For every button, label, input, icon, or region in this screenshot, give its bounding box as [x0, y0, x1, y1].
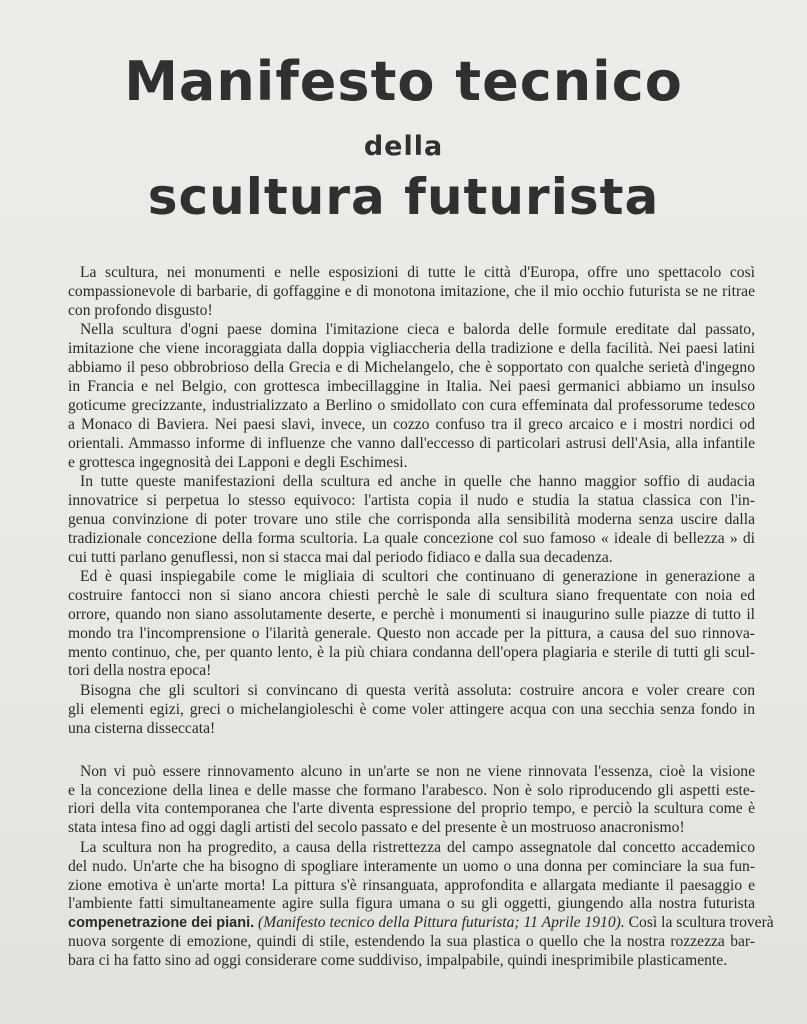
text-line: costruire fantocci non si siano ancora chiesti perchè le sale di scultura siano frequentate con noia ed — [68, 586, 755, 604]
paragraph — [68, 568, 755, 681]
text-line: goticume grecizzante, industrializzato a Berlino o smidollato con cura effeminata dal professorume tedesco — [68, 396, 755, 414]
title-line-3: scultura futurista — [147, 168, 660, 226]
text-line: riori della vita contemporanea che l'arte diventa espressione del proprio tempo, e perciò la scultura come è — [68, 800, 755, 818]
text-line: gli elementi egizi, greci o michelangioleschi è come voler attingere acqua con una secchia senza fondo in — [68, 700, 755, 718]
text-line: zione emotiva è un'arte morta! La pittura s'è rinsanguata, approfondita e allargata mediante il paesaggio e — [68, 876, 755, 894]
title-line-2: della — [363, 131, 444, 162]
paragraph — [68, 838, 774, 971]
text-line: stata intesa fino ad oggi dagli artisti del secolo passato e del presente è un mostruoso anacronismo! — [68, 819, 685, 837]
text-line: con profondo disgusto! — [68, 301, 213, 319]
body-section-2 — [68, 762, 774, 971]
text-line: compassionevole di barbarie, di goffaggine e di monotona imitazione, che il mio occhio futurista se ne ritrae — [68, 282, 755, 300]
text-line: tori della nostra epoca! — [68, 662, 212, 680]
text-line: bara ci ha fatto sino ad oggi considerare come suddiviso, impalpabile, quindi inesprimibile plasticamente. — [68, 952, 728, 970]
text-line: Bisogna che gli scultori si convincano di questa verità assoluta: costruire ancora e voler creare con — [80, 681, 755, 699]
text-line: del nudo. Un'arte che ha bisogno di spogliare interamente un uomo o una donna per cominciare la sua fun- — [68, 857, 755, 875]
text-line: Non vi può essere rinnovamento alcuno in un'arte se non ne viene rinnovata l'essenza, cioè la visione — [80, 762, 755, 780]
text-line: nuova sorgente di emozione, quindi di stile, estendendo la sua plastica o quello che la nostra rozzezza bar- — [68, 933, 755, 951]
text-line: l'ambiente fatti simultaneamente agire sulla figura umana o su gli oggetti, giungendo alla nostra futurista — [68, 895, 755, 913]
paragraph — [68, 321, 755, 472]
text-segment: Così la scultura troverà — [624, 914, 774, 932]
text-line: genua convinzione di poter trovare uno stile che corrisponda alla sensibilità moderna senza uscire dalla — [68, 510, 755, 528]
text-line: a Monaco di Baviera. Nei paesi slavi, invece, un cozzo confuso tra il greco arcaico e i mostri nordici od — [68, 415, 755, 433]
paragraph — [68, 763, 755, 839]
paragraph — [68, 682, 755, 739]
text-line: orientali. Ammasso informe di influenze che vanno dall'eccesso di particolari astrusi dell'Asia, alla infantile — [68, 434, 755, 452]
text-line: imitazione che viene incoraggiata dalla doppia vigliaccheria della tradizione e della facilità. Nei paesi latini — [68, 340, 755, 358]
text-line: Nella scultura d'ogni paese domina l'imitazione cieca e balorda delle formule ereditate dal passato, — [80, 321, 755, 339]
text-line: tradizionale concezione della forma scultoria. La quale concezione col suo famoso « ideale di bellezza » di — [68, 529, 755, 547]
text-line: in Francia e nel Belgio, con grottesca imbecillaggine in Italia. Nei paesi germanici abbiamo un insulso — [68, 377, 755, 395]
text-line: Ed è quasi inspiegabile come le migliaia di scultori che continuano di generazione in generazione a — [80, 568, 755, 586]
text-line: orrore, quando non siano assolutamente deserte, e perchè i monumenti si inaugurino sulle piazze di tutto il — [68, 605, 755, 623]
paragraph — [68, 264, 755, 321]
text-line: mento continuo, che, per quanto lento, è la più chiara condanna dell'opera plagiaria e sterile di tutti gli scul- — [68, 643, 755, 661]
body-section-1 — [68, 264, 755, 739]
italic-citation: (Manifesto tecnico della Pittura futurista; 11 Aprile 1910). — [254, 914, 625, 932]
text-line — [68, 914, 774, 933]
bold-text: compenetrazione dei piani. — [68, 915, 255, 932]
text-line: La scultura non ha progredito, a causa della ristrettezza del campo assegnatole dal concetto accademico — [80, 838, 755, 856]
text-line: e grottesca ingegnosità dei Lapponi e degli Eschimesi. — [68, 453, 408, 471]
title-line-1: Manifesto tecnico — [124, 50, 683, 113]
body-text — [68, 264, 774, 972]
text-line: In tutte queste manifestazioni della scultura ed anche in quelle che hanno maggior soffio di audacia — [80, 472, 755, 490]
paragraph — [68, 473, 755, 567]
text-line: innovatrice si perpetua lo stesso equivoco: l'artista copia il nudo e studia la statua classica con l'in- — [68, 491, 755, 509]
text-line: e la concezione della linea e delle masse che formano l'arabesco. Non è solo riproducendo gli aspetti este- — [68, 781, 755, 799]
text-line: abbiamo il peso obbrobrioso della Grecia e di Michelangelo, che è sopportato con qualche serietà d'ingegno — [68, 359, 755, 377]
text-line: La scultura, nei monumenti e nelle esposizioni di tutte le città d'Europa, offre uno spettacolo così — [80, 264, 755, 281]
text-line: cui tutti parlano genuflessi, non si stacca mai dal periodo fidiaco e dalla sua decadenza. — [68, 548, 613, 566]
text-line: una cisterna disseccata! — [68, 719, 216, 737]
text-line: mondo tra l'incomprensione o l'ilarità generale. Questo non accade per la pittura, a causa del suo rinnova- — [68, 624, 755, 642]
